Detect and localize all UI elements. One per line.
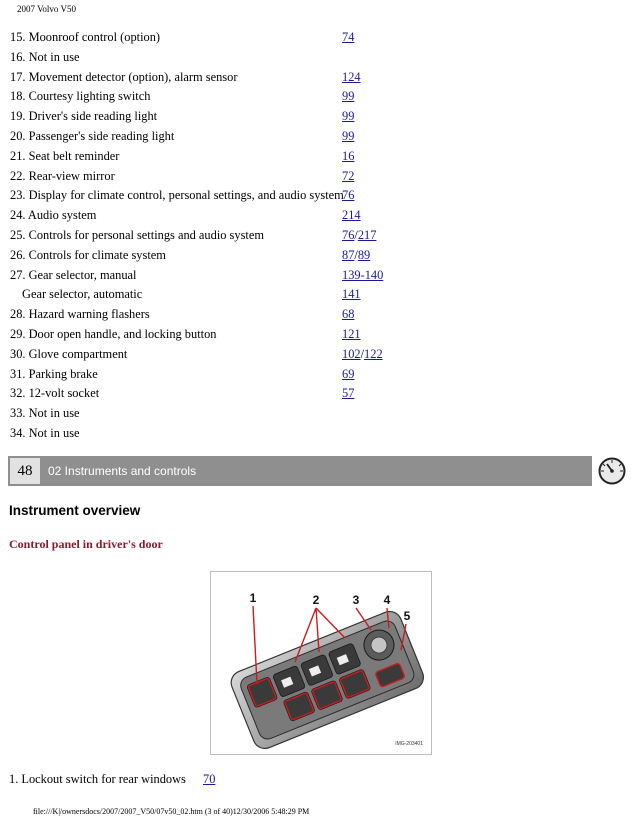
caption: [9, 772, 216, 787]
item-label: 26. Controls for climate system: [10, 247, 166, 262]
page-link[interactable]: 57: [342, 386, 355, 401]
callout-3: 3: [352, 593, 360, 607]
page-link[interactable]: 141: [342, 287, 361, 302]
callout-1: 1: [249, 591, 257, 605]
item-label: 16. Not in use: [10, 49, 80, 64]
list-item: [10, 404, 630, 424]
page-link[interactable]: 87: [342, 247, 355, 262]
item-label: 24. Audio system: [10, 208, 97, 223]
page-separator: /: [354, 227, 358, 242]
item-page-refs: [342, 285, 361, 305]
item-page-refs: [342, 305, 354, 325]
page-link[interactable]: 102: [342, 346, 361, 361]
page-link[interactable]: 72: [342, 168, 355, 183]
caption-page-link[interactable]: 70: [203, 772, 216, 786]
item-page-refs: [342, 325, 361, 345]
item-label: Gear selector, automatic: [22, 287, 143, 302]
page-heading: Instrument overview: [9, 503, 141, 518]
page-link[interactable]: 214: [342, 208, 361, 223]
item-label: 30. Glove compartment: [10, 346, 128, 361]
page-link[interactable]: 69: [342, 366, 355, 381]
item-label: 31. Parking brake: [10, 366, 98, 381]
list-item: [10, 68, 630, 88]
list-item: [10, 345, 630, 365]
page-link[interactable]: 76: [342, 188, 355, 203]
item-label: 28. Hazard warning flashers: [10, 307, 150, 322]
item-page-refs: [342, 186, 354, 206]
list-item: [10, 285, 630, 305]
item-page-refs: [342, 246, 370, 266]
item-page-refs: [342, 384, 354, 404]
page-link[interactable]: 74: [342, 30, 355, 44]
item-label: 25. Controls for personal settings and audio system: [10, 227, 264, 242]
item-label: 22. Rear-view mirror: [10, 168, 115, 183]
page-link[interactable]: 139-140: [342, 267, 384, 282]
door-control-panel-figure: [210, 571, 432, 755]
page-separator: /: [360, 346, 365, 361]
item-label: 15. Moonroof control (option): [10, 30, 161, 44]
item-label: 33. Not in use: [10, 406, 80, 421]
item-label: 20. Passenger's side reading light: [10, 128, 175, 143]
item-page-refs: [342, 345, 383, 365]
page-link[interactable]: 121: [342, 326, 361, 341]
item-label: 18. Courtesy lighting switch: [10, 89, 151, 104]
list-item: [10, 48, 630, 68]
list-item: [10, 384, 630, 404]
list-item: [10, 28, 630, 48]
section-title: 02 Instruments and controls: [48, 464, 197, 478]
item-label: 27. Gear selector, manual: [10, 267, 137, 282]
item-label: 17. Movement detector (option), alarm sensor: [10, 69, 238, 84]
list-item: [10, 147, 630, 167]
document-header: 2007 Volvo V50: [17, 4, 77, 14]
footer-path: file:///K|/ownersdocs/2007/2007_V50/07v50_02.htm (3 of 40)12/30/2006 5:48:29 PM: [33, 807, 310, 816]
item-page-refs: [342, 127, 354, 147]
callout-4: 4: [383, 593, 391, 607]
page-separator: /: [354, 247, 358, 262]
item-page-refs: [342, 167, 354, 187]
list-item: [10, 107, 630, 127]
list-item: [10, 365, 630, 385]
item-page-refs: [342, 147, 354, 167]
list-item: [10, 246, 630, 266]
callout-2: 2: [312, 593, 320, 607]
list-item: [10, 305, 630, 325]
item-page-refs: [342, 28, 354, 48]
section-bar: [8, 456, 592, 486]
gauge-icon: [594, 456, 630, 486]
callout-5: 5: [403, 609, 411, 623]
list-item: [10, 127, 630, 147]
item-page-refs: [342, 365, 354, 385]
list-item: [10, 87, 630, 107]
item-label: 19. Driver's side reading light: [10, 109, 158, 124]
item-label: 32. 12-volt socket: [10, 386, 100, 401]
image-code: IMG-203401: [395, 741, 423, 747]
item-page-refs: [342, 226, 376, 246]
page-link[interactable]: 99: [342, 109, 355, 124]
door-panel-illustration: [211, 572, 431, 754]
list-item: [10, 266, 630, 286]
list-item: [10, 206, 630, 226]
page-link[interactable]: 76: [342, 227, 355, 242]
caption-text: 1. Lockout switch for rear windows: [9, 772, 186, 786]
item-page-refs: [342, 68, 361, 88]
list-item: [10, 167, 630, 187]
page-link[interactable]: 122: [364, 346, 383, 361]
list-item: [10, 424, 630, 444]
page-link[interactable]: 124: [342, 69, 361, 84]
item-label: 34. Not in use: [10, 425, 80, 440]
subheading: Control panel in driver's door: [9, 537, 163, 551]
item-page-refs: [342, 206, 361, 226]
page-link[interactable]: 99: [342, 128, 355, 143]
page-link[interactable]: 217: [357, 227, 377, 242]
item-label: 23. Display for climate control, personal settings, and audio system: [10, 188, 344, 203]
list-item: [10, 325, 630, 345]
page-number-badge: 48: [10, 458, 40, 484]
page-link[interactable]: 89: [357, 247, 371, 262]
component-list: [10, 28, 630, 444]
list-item: [10, 186, 630, 206]
item-label: 29. Door open handle, and locking button: [10, 326, 217, 341]
item-page-refs: [342, 266, 383, 286]
item-page-refs: [342, 87, 354, 107]
item-page-refs: [342, 107, 354, 127]
page-link[interactable]: 16: [342, 148, 355, 163]
item-label: 21. Seat belt reminder: [10, 148, 120, 163]
page-link[interactable]: 99: [342, 89, 355, 104]
list-item: [10, 226, 630, 246]
page-link[interactable]: 68: [342, 307, 355, 322]
